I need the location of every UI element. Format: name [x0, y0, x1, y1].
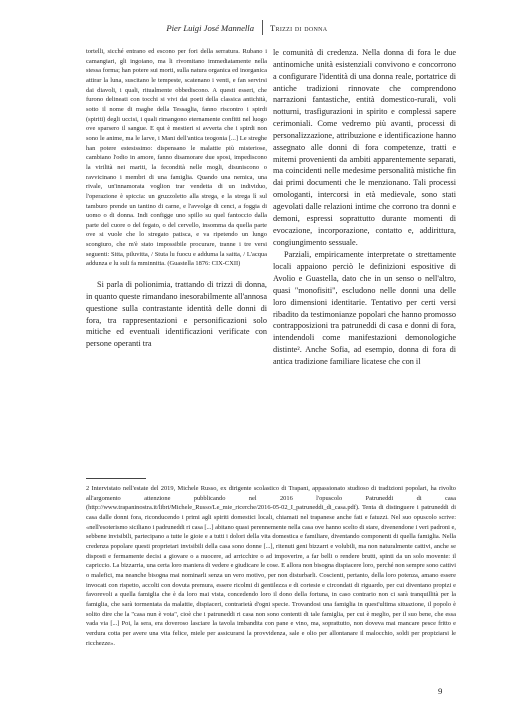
header-title: Trizzi di donna — [270, 23, 328, 33]
running-header — [0, 20, 510, 36]
footnote-divider — [86, 478, 146, 479]
body-paragraph: le comunità di credenza. Nella donna di fora le due antinomiche unità esistenziali convivono e concorrono a configurare l'identità di una donna reale, portatrice di antiche tradizioni rinnovate che comprendono narrazioni fantastiche, entità domestico-rurali, voli notturni, trasfigurazioni in spirito e complessi sapere cerimoniali. Come vedremo più avanti, processi di personalizzazione, attribuzione e identificazione hanno assegnato alle donni di fora competenze, tratti e mitemi provenienti da ambiti apparentemente separati, ma coincidenti nelle medesime personalità mistiche fin dai primi documenti che le menzionano. Tali processi omologanti, intercorsi in età medievale, sono stati agevolati dalle relazioni intime che corrono tra donni e demoni, espressi soprattutto durante momenti di evocazione, incorporazione, contatto e, addirittura, congiungimento sessuale. — [273, 48, 456, 247]
body-paragraph: Parziali, empiricamente interpretate o strettamente locali appaiono perciò le definizioni espositive di Avolio e Guastella, dato che in un senso o nell'altro, quasi "monofisiti", escludono nelle donni una delle loro dimensioni identitarie. Tentativo per certi versi ribadito da testimonianze popolari che hanno promosso contrapposizioni tra patruneddi di casa e donni di fora, intendendoli come manifestazioni demonologiche distinte². Anche Sofia, ad esempio, donna di fora di antica tradizione familiare licatese che con il — [273, 250, 456, 366]
block-quote: tortelli, sicché entrano ed escono per fori della serratura. Rubano i camangiari, gli ingoiano, ma li rivomitano immediatamente nella stessa forma; han potere sui morti, sulla natura organica ed inorganica attirar la luna, suscitano le tempeste, scatenano i venti, e fan servirsi dai diavoli, i quali, ritualmente obbediscono. A questi esseri, che furono delineati con tocchi si vivi dai poeti della classica antichità, sotto il nome di maghe della Tessaglia, fanno riscontro i spirdi (spiriti) degli uccisi, i quali rimangono eternamente confitti nel luogo ove sparsero il sangue. E qui è mestieri si avverta che i spirdi non sono le anime, ma le larve, i Mani dell'antica teogonia [...] Le streghe han potere estesissimo: dispensano le malattie più misteriose, cambiano l'odio in amore, fanno disamorare due sposi, impediscono la virilità nei mariti, la fecondità nelle mogli, disuniscono o ravvicinano i membri di una famiglia. Quando una nemica, una rivale, un'innamorata voglion trar vendetta di un individuo, l'operazione è spiccia: un gruzzoletto alla strega, e la strega lì sul tamburo prende un tantino di carne, e l'avvolge di cenci, a foggia di uomo o di donna. Indi configge uno spillo su quel fantoccio dalla parte del cuore o del fegato, o del cervello, insomma da quella parte ove si vuole che lo stregato patisca, e va ripetendo un lungo scongiuro, che m'è stato impossibile procurare, tranne i tre versi seguenti: Sitta, piluvitta, / Stuta lu fuocu e adduma la saitta, / L'acqua addunza e lu suli fa mminnitta. (Guastella 1876: CIX-CXII) — [86, 48, 267, 268]
body-paragraph: Si parla di polionimia, trattando di trizzi di donna, in quanto queste rimandano inesorabilmente all'annosa questione sulla contrastante identità delle donni di fora, tra rappresentazioni e personificazioni solo mitiche ed eventuali identificazioni verificate con persone operanti tra — [86, 280, 267, 349]
footnote-text: 2 Intervistato nell'estate del 2019, Michele Russo, ex dirigente scolastico di Trapani, appassionato studioso di tradizioni popolari, ha rivolto all'argomento attenzione pubblicando nel 2016 l'opuscolo Patruneddi di casa (http://www.trapaninostra.it/libri/Michele_Russo/Le_mie_ricerche/2016-05-02_I_patruneddi_di_casa.pdf). Tenta di distinguere i patruneddi di casa dalle donni fora, riconducendo i primi agli spiriti domestici locali, chiamati nel trapanese anche fati e fatuzzi. Nel suo opuscolo scrive: «nell'esoterismo siciliano i padruneddi ri casa [...] abitano quasi perennemente nella casa ove hanno scelto di stare, divenendone i veri padroni e, sebbene invisibili, partecipano a tutte le gioie e a tutti i dolori della vita domestica e familiare, diventando componenti di quella famiglia. Nella credenza popolare questi proprietari invisibili della casa sono donne [...], ritenuti geni bizzarri e volubili, ma non naturalmente cattivi, anche se disposti e fermamente decisi a giovare o a nuocere, ad arricchire o ad impoverire, a far belli o rendere brutti, spinti da un solo movente: il capriccio. La bizzarria, una certa loro maniera di vedere e giudicare le cose. E allora non bisogna dispiacere loro, perché non sempre sono cattivi o malefici, ma neanche bisogna mai nominarli senza un vero motivo, per non disturbarli. Coscienti, pertanto, della loro potenza, amano essere invocati con rispetto, accolti con dovuta premura, essere ricolmi di gentilezza e di cortesie e circondati di riguardo, per cui diventano propizi e favorevoli a quella famiglia che è da loro mai vista, concedendo loro il dono della fortuna, in caso contrario non ci sarà tranquillità per la famiglia, che sarà tormentata da malattie, dispiaceri, contrarietà d'ogni specie. Trovandosi una famiglia in quest'ultima situazione, il popolo è solito dire che la "casa nun è vota", cioè che i patruneddi ri casa non sono contenti di tale famiglia, per cui è meglio, per il suo bene, che essa vada via [...] Poi, la sera, era doveroso lasciare la tavola imbandita con pane e vino, ma, soprattutto, non doveva mai mancare pesce fritto e verdura cotta per avere una vita felice, miele per assicurarsi la provvidenza, sale e olio per allontanare il malocchio, soldi per propiziarsi le ricchezze». — [86, 485, 456, 647]
header-divider — [262, 20, 263, 35]
right-column — [273, 47, 456, 368]
page-number: 9 — [438, 686, 443, 696]
header-author: Pier Luigi José Mannella — [166, 23, 254, 33]
left-column — [86, 47, 267, 350]
footnote — [86, 484, 456, 648]
